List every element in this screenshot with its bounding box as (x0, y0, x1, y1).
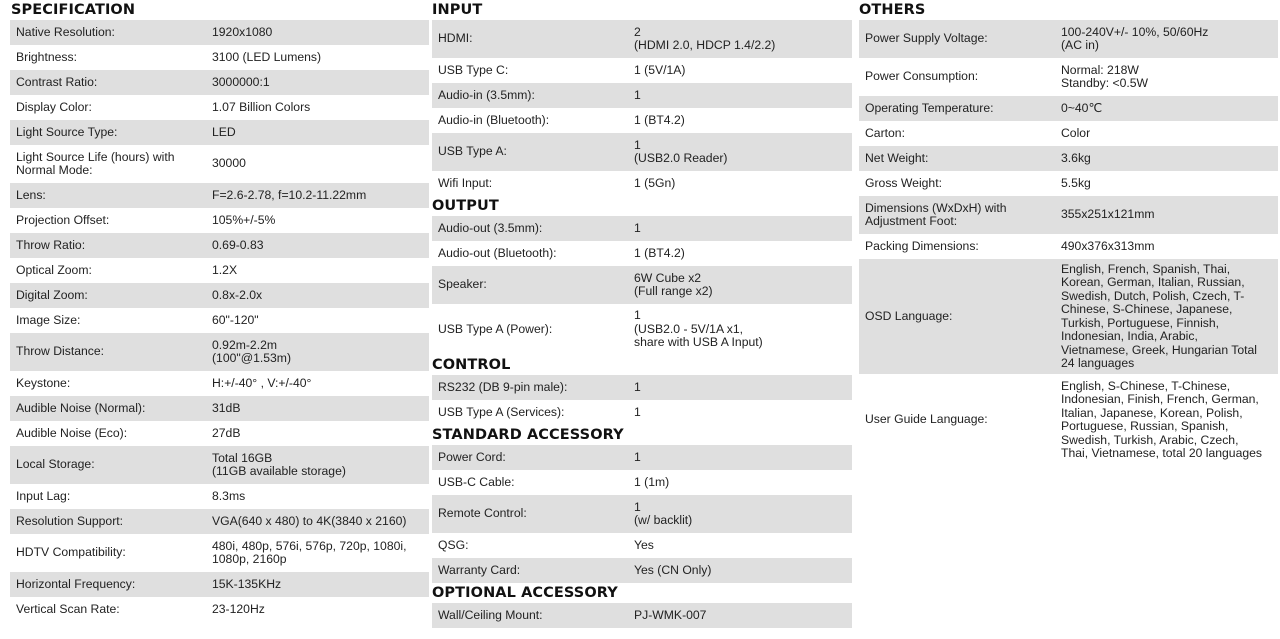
spec-value: 1 (USB2.0 - 5V/1A x1, share with USB A Input) (634, 308, 763, 350)
spec-label: Throw Distance: (16, 344, 105, 359)
spec-value: 23-120Hz (212, 601, 265, 616)
spec-label: Power Supply Voltage: (865, 31, 988, 46)
spec-value: 1 (634, 220, 641, 235)
spec-row (432, 108, 852, 133)
section-title-others: OTHERS (859, 2, 926, 18)
spec-column-1 (10, 0, 429, 622)
spec-label: USB Type A (Services): (438, 404, 565, 419)
spec-table-optional-accessory (432, 603, 852, 628)
spec-row (10, 45, 429, 70)
spec-label: Lens: (16, 187, 46, 202)
spec-value: 105%+/-5% (212, 212, 276, 227)
spec-row (432, 58, 852, 83)
spec-label: Resolution Support: (16, 513, 124, 528)
spec-value: 480i, 480p, 576i, 576p, 720p, 1080i, 1080p, 2160p (212, 538, 407, 566)
spec-row (432, 533, 852, 558)
spec-label: Warranty Card: (438, 562, 521, 577)
spec-value: 31dB (212, 400, 241, 415)
spec-label: Vertical Scan Rate: (16, 601, 120, 616)
spec-row (432, 83, 852, 108)
spec-row (432, 445, 852, 470)
spec-value: 100-240V+/- 10%, 50/60Hz (AC in) (1061, 24, 1209, 52)
spec-label: Operating Temperature: (865, 100, 994, 115)
spec-value: 1 (634, 449, 641, 464)
section-title-optional-accessory: OPTIONAL ACCESSORY (432, 585, 618, 601)
spec-row (859, 374, 1278, 466)
spec-value: Yes (634, 537, 654, 552)
spec-value: 15K-135KHz (212, 576, 282, 591)
spec-value: 8.3ms (212, 488, 246, 503)
spec-label: Optical Zoom: (16, 262, 92, 277)
spec-label: Packing Dimensions: (865, 238, 979, 253)
spec-label: Image Size: (16, 312, 81, 327)
spec-value: 355x251x121mm (1061, 207, 1155, 222)
spec-row (10, 396, 429, 421)
spec-value: English, French, Spanish, Thai, Korean, German, Italian, Russian, Swedish, Dutch, Polish, Czech, T- Chinese, S-Chinese, Japanese, Turkish, Portuguese, Finnish, Indonesian, India, Arabic, Vietnamese, Greek, Hungarian Total 24 languages (1061, 261, 1258, 370)
spec-value: 0.69-0.83 (212, 237, 264, 252)
spec-row (432, 400, 852, 425)
spec-row (10, 597, 429, 622)
spec-label: Horizontal Frequency: (16, 576, 136, 591)
spec-value: LED (212, 124, 236, 139)
spec-value: 1 (634, 87, 641, 102)
spec-label: Audio-in (Bluetooth): (438, 112, 550, 127)
spec-column-2 (432, 0, 852, 628)
spec-value: 3100 (LED Lumens) (212, 49, 322, 64)
section-title-specification: SPECIFICATION (11, 2, 136, 18)
spec-value: H:+/-40° , V:+/-40° (212, 375, 312, 390)
spec-column-3 (859, 0, 1278, 466)
spec-row (10, 120, 429, 145)
spec-value: 1.07 Billion Colors (212, 99, 311, 114)
spec-label: QSG: (438, 537, 469, 552)
spec-value: 490x376x313mm (1061, 238, 1155, 253)
spec-table-standard-accessory (432, 445, 852, 583)
spec-value: 30000 (212, 156, 246, 171)
spec-label: Projection Offset: (16, 212, 110, 227)
spec-value: 1 (BT4.2) (634, 245, 685, 260)
spec-row (859, 58, 1278, 96)
spec-row (859, 20, 1278, 58)
spec-value: 1 (USB2.0 Reader) (634, 137, 728, 165)
spec-value: 1 (5V/1A) (634, 62, 686, 77)
spec-value: 3.6kg (1061, 150, 1091, 165)
spec-table-output (432, 216, 852, 355)
spec-row (10, 333, 429, 371)
spec-label: Input Lag: (16, 488, 71, 503)
spec-row (859, 121, 1278, 146)
spec-label: Audio-in (3.5mm): (438, 87, 535, 102)
spec-value: Color (1061, 125, 1091, 140)
spec-row (10, 233, 429, 258)
spec-value: 0.8x-2.0x (212, 287, 263, 302)
spec-row (432, 603, 852, 628)
spec-value: 1 (BT4.2) (634, 112, 685, 127)
spec-row (432, 20, 852, 58)
spec-value: 0~40℃ (1061, 100, 1103, 115)
spec-row (859, 196, 1278, 234)
spec-row (432, 495, 852, 533)
spec-row (10, 308, 429, 333)
spec-table-others (859, 20, 1278, 466)
section-title-standard-accessory: STANDARD ACCESSORY (432, 427, 624, 443)
spec-row (432, 266, 852, 304)
spec-value: 5.5kg (1061, 175, 1091, 190)
spec-row (859, 146, 1278, 171)
spec-table-specification (10, 20, 429, 622)
spec-label: Audio-out (Bluetooth): (438, 245, 557, 260)
spec-value: Normal: 218W Standby: <0.5W (1061, 62, 1149, 90)
spec-row (10, 446, 429, 484)
spec-label: Net Weight: (865, 150, 929, 165)
spec-row (432, 558, 852, 583)
spec-label: Display Color: (16, 99, 92, 114)
spec-row (859, 234, 1278, 259)
spec-value: 2 (HDMI 2.0, HDCP 1.4/2.2) (634, 24, 776, 52)
spec-value: Total 16GB (11GB available storage) (212, 450, 346, 478)
section-title-output: OUTPUT (432, 198, 499, 214)
spec-row (859, 96, 1278, 121)
spec-value: English, S-Chinese, T-Chinese, Indonesian, Finish, French, German, Italian, Japanese, Korean, Polish, Portuguese, Russian, Spanish, Swedish, Turkish, Arabic, Czech, Thai, Vietnamese, total 20 languages (1061, 378, 1263, 460)
spec-row (10, 20, 429, 45)
spec-table-input (432, 20, 852, 196)
spec-row (859, 259, 1278, 374)
spec-row (10, 258, 429, 283)
spec-row (10, 183, 429, 208)
spec-label: Dimensions (WxDxH) with Adjustment Foot: (865, 200, 1007, 228)
spec-row (859, 171, 1278, 196)
spec-label: Keystone: (16, 375, 71, 390)
spec-table-control (432, 375, 852, 425)
spec-value: 1 (634, 379, 641, 394)
spec-value: 6W Cube x2 (Full range x2) (634, 270, 713, 298)
spec-row (10, 572, 429, 597)
spec-label: RS232 (DB 9-pin male): (438, 379, 568, 394)
spec-value: F=2.6-2.78, f=10.2-11.22mm (212, 187, 367, 202)
spec-label: Wifi Input: (438, 175, 493, 190)
spec-label: Remote Control: (438, 506, 527, 521)
spec-row (432, 470, 852, 495)
spec-row (10, 371, 429, 396)
spec-row (10, 70, 429, 95)
spec-row (432, 133, 852, 171)
spec-row (432, 171, 852, 196)
spec-label: HDTV Compatibility: (16, 545, 126, 560)
spec-value: VGA(640 x 480) to 4K(3840 x 2160) (212, 513, 407, 528)
spec-row (10, 95, 429, 120)
spec-label: Gross Weight: (865, 175, 942, 190)
spec-label: Power Cord: (438, 449, 506, 464)
spec-value: 3000000:1 (212, 74, 270, 89)
spec-label: USB Type A: (438, 144, 507, 159)
spec-label: USB Type A (Power): (438, 321, 553, 336)
spec-label: Carton: (865, 125, 905, 140)
spec-label: USB Type C: (438, 62, 509, 77)
spec-label: Wall/Ceiling Mount: (438, 607, 543, 622)
spec-label: User Guide Language: (865, 412, 988, 427)
spec-value: PJ-WMK-007 (634, 607, 707, 622)
spec-label: Audible Noise (Normal): (16, 400, 146, 415)
spec-value: 1 (1m) (634, 474, 670, 489)
spec-row (10, 145, 429, 183)
spec-label: Throw Ratio: (16, 237, 86, 252)
spec-row (10, 509, 429, 534)
spec-label: Audible Noise (Eco): (16, 425, 128, 440)
spec-label: OSD Language: (865, 308, 953, 323)
spec-value: Yes (CN Only) (634, 562, 712, 577)
section-title-input: INPUT (432, 2, 483, 18)
spec-label: Contrast Ratio: (16, 74, 98, 89)
spec-row (432, 375, 852, 400)
section-title-control: CONTROL (432, 357, 511, 373)
spec-label: Native Resolution: (16, 24, 115, 39)
spec-label: Brightness: (16, 49, 77, 64)
spec-label: Power Consumption: (865, 69, 979, 84)
spec-label: USB-C Cable: (438, 474, 515, 489)
spec-label: Light Source Type: (16, 124, 118, 139)
spec-value: 0.92m-2.2m (100"@1.53m) (212, 337, 292, 365)
spec-value: 1 (634, 404, 641, 419)
spec-value: 1.2X (212, 262, 238, 277)
spec-label: HDMI: (438, 31, 473, 46)
spec-value: 1 (5Gn) (634, 175, 676, 190)
spec-row (432, 304, 852, 355)
spec-row (10, 421, 429, 446)
spec-row (10, 208, 429, 233)
spec-value: 1 (w/ backlit) (634, 499, 693, 527)
spec-label: Digital Zoom: (16, 287, 88, 302)
spec-row (10, 534, 429, 572)
spec-label: Light Source Life (hours) with Normal Mode: (16, 149, 175, 177)
spec-row (10, 484, 429, 509)
spec-label: Local Storage: (16, 457, 95, 472)
spec-value: 1920x1080 (212, 24, 273, 39)
spec-label: Speaker: (438, 277, 487, 292)
spec-label: Audio-out (3.5mm): (438, 220, 543, 235)
spec-row (10, 283, 429, 308)
spec-row (432, 241, 852, 266)
spec-value: 60"-120" (212, 312, 259, 327)
spec-value: 27dB (212, 425, 241, 440)
spec-row (432, 216, 852, 241)
